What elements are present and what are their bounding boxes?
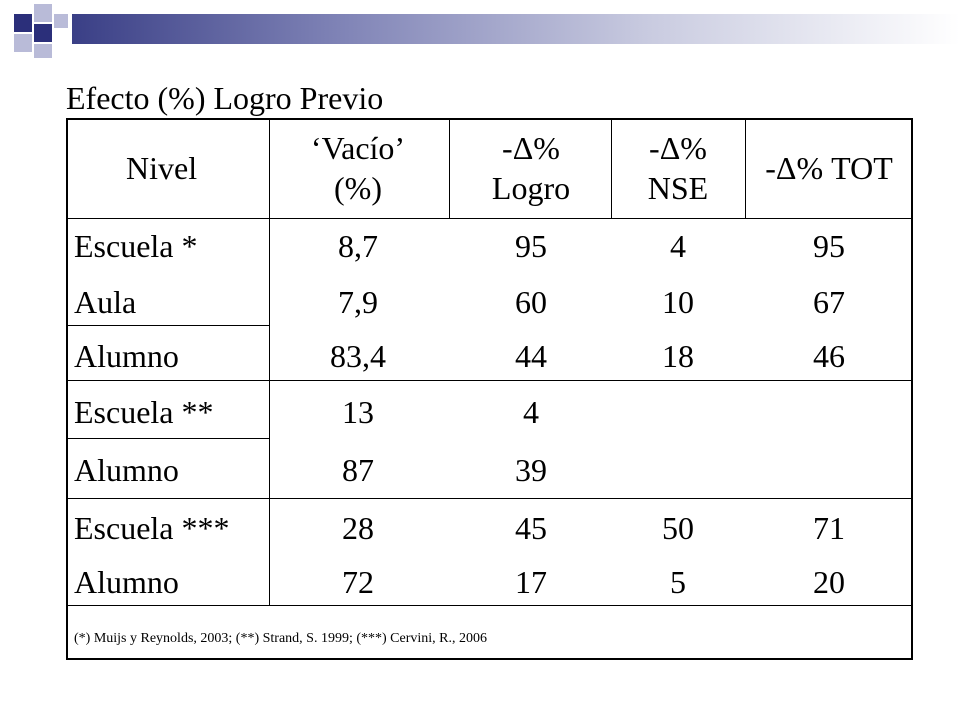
header-vacio-line2: (%)	[334, 170, 382, 206]
header-tot: -Δ% TOT	[765, 150, 893, 186]
nse-cell: 5	[670, 564, 686, 600]
decor-square-light-3	[14, 34, 32, 52]
tot-cell: 95	[813, 228, 845, 264]
row-separator	[66, 380, 913, 381]
decor-square-light-4	[34, 44, 52, 58]
decor-square-dark-1	[14, 14, 32, 32]
logro-cell: 45	[515, 510, 547, 546]
header-logro-line2: Logro	[491, 170, 571, 206]
header-divider	[745, 118, 746, 218]
row-separator	[66, 218, 913, 219]
vacio-cell: 8,7	[338, 228, 378, 264]
vacio-cell: 72	[342, 564, 374, 600]
vacio-cell: 87	[342, 452, 374, 488]
vacio-cell: 83,4	[330, 338, 386, 374]
tot-cell: 71	[813, 510, 845, 546]
header-logro	[492, 128, 570, 208]
header-logro-line1: -Δ%	[502, 130, 560, 166]
table-border-bottom	[66, 658, 913, 660]
row-separator	[66, 498, 913, 499]
decor-square-light-1	[34, 4, 52, 22]
nivel-cell: Escuela *	[74, 228, 198, 264]
logro-cell: 44	[515, 338, 547, 374]
table-footnote: (*) Muijs y Reynolds, 2003; (**) Strand, S. 1999; (***) Cervini, R., 2006	[74, 631, 487, 646]
header-vacio	[311, 128, 405, 208]
header-nivel: Nivel	[126, 150, 198, 186]
nivel-cell: Alumno	[74, 564, 179, 600]
logro-cell: 4	[523, 394, 539, 430]
row-separator	[66, 325, 270, 326]
logro-cell: 17	[515, 564, 547, 600]
decor-square-dark-2	[34, 24, 52, 42]
table-border-left	[66, 118, 68, 660]
logro-cell: 39	[515, 452, 547, 488]
tot-cell: 46	[813, 338, 845, 374]
table-border-top	[66, 118, 913, 120]
header-gradient-bar	[72, 14, 960, 44]
header-vacio-line1: ‘Vacío’	[310, 130, 406, 166]
header-divider	[269, 118, 270, 218]
logro-cell: 60	[515, 284, 547, 320]
nivel-cell: Aula	[74, 284, 137, 320]
vacio-cell: 13	[342, 394, 374, 430]
row-separator	[66, 605, 913, 606]
decor-square-light-2	[54, 14, 68, 28]
tot-cell: 67	[813, 284, 845, 320]
slide-title: Efecto (%) Logro Previo	[66, 80, 384, 116]
nivel-cell: Escuela **	[74, 394, 214, 430]
nse-cell: 10	[662, 284, 694, 320]
row-separator	[66, 438, 270, 439]
logro-cell: 95	[515, 228, 547, 264]
header-nse-line1: -Δ%	[649, 130, 707, 166]
nivel-column-divider	[269, 218, 270, 605]
nivel-cell: Alumno	[74, 338, 179, 374]
header-nse	[648, 128, 708, 208]
header-divider	[611, 118, 612, 218]
header-nse-line2: NSE	[647, 170, 709, 206]
nse-cell: 50	[662, 510, 694, 546]
nse-cell: 18	[662, 338, 694, 374]
tot-cell: 20	[813, 564, 845, 600]
nse-cell: 4	[670, 228, 686, 264]
vacio-cell: 28	[342, 510, 374, 546]
nivel-cell: Alumno	[74, 452, 179, 488]
header-divider	[449, 118, 450, 218]
table-border-right	[911, 118, 913, 660]
vacio-cell: 7,9	[338, 284, 378, 320]
nivel-cell: Escuela ***	[74, 510, 230, 546]
